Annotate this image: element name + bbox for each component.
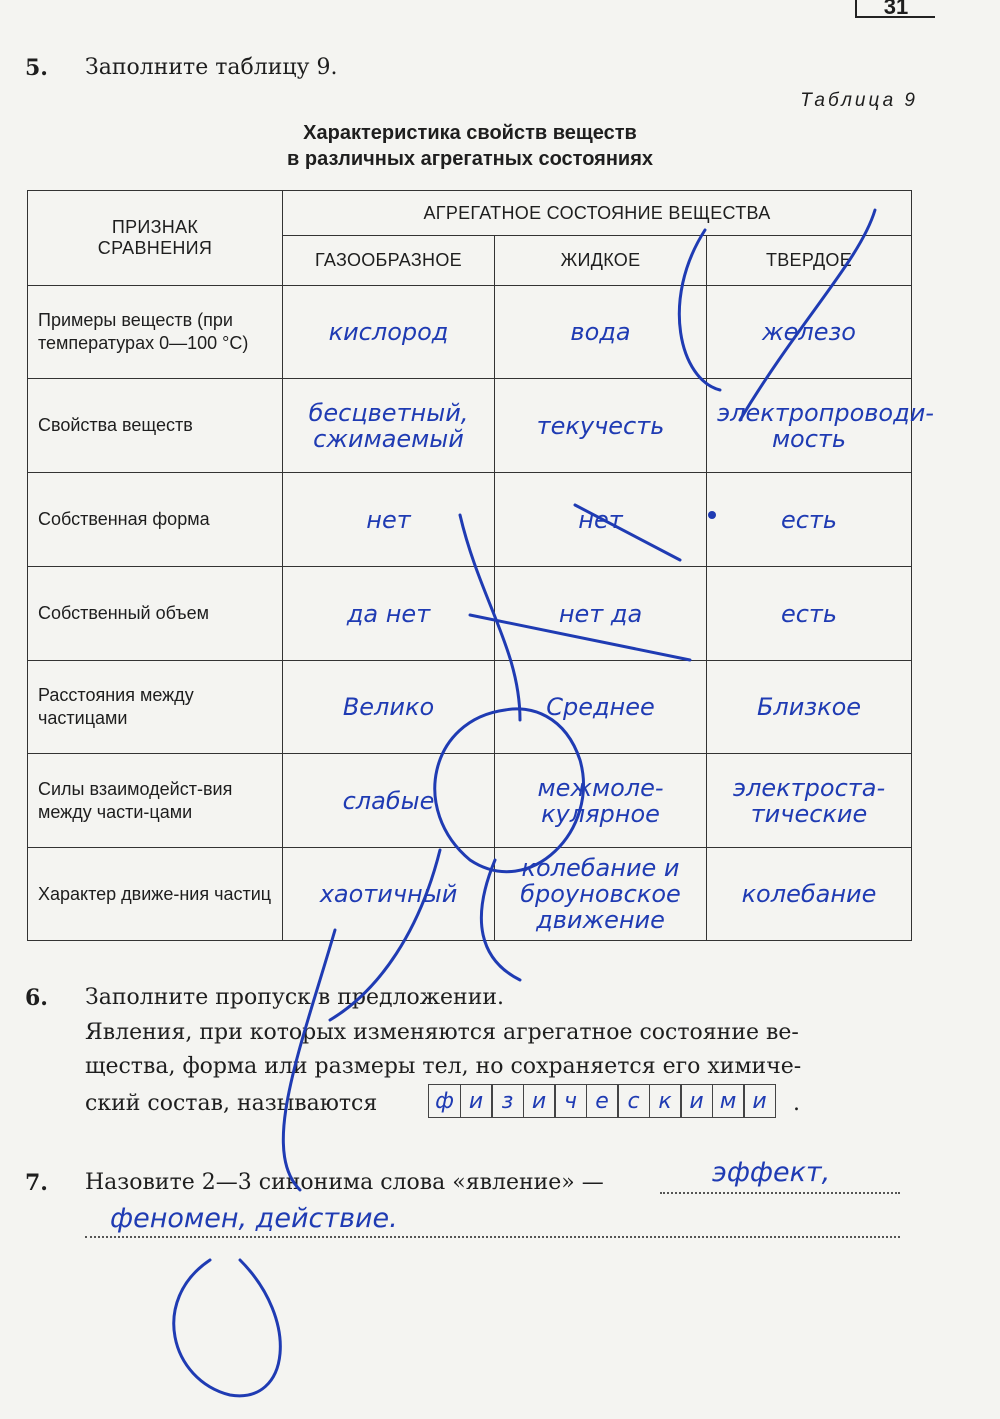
row-label: Характер движе-ния частиц: [28, 848, 283, 941]
table-row: [28, 286, 912, 379]
letter-box: и: [680, 1084, 713, 1118]
answer-gas: слабые: [283, 754, 495, 848]
table-title-line1: Характеристика свойств веществ: [303, 122, 637, 144]
answer-gas: кислород: [283, 286, 495, 379]
letter-box: м: [712, 1084, 745, 1118]
answer-solid: Близкое: [707, 661, 912, 754]
answer-solid: есть: [707, 473, 912, 567]
table-title-line2: в различных агрегатных состояниях: [287, 148, 653, 170]
letter-box: и: [523, 1084, 556, 1118]
table-title: [180, 120, 760, 172]
answer-letter-boxes: [428, 1084, 775, 1118]
letter-box: и: [743, 1084, 776, 1118]
answer-liquid: нет да: [495, 567, 707, 661]
scribble-stroke: [174, 1260, 281, 1396]
task6-period: .: [793, 1091, 800, 1116]
answer-gas: нет: [283, 473, 495, 567]
answer-solid: железо: [707, 286, 912, 379]
table-row: [28, 848, 912, 941]
letter-box: к: [649, 1084, 682, 1118]
row-label: Расстояния между частицами: [28, 661, 283, 754]
header-criterion: ПРИЗНАК СРАВНЕНИЯ: [28, 191, 283, 286]
answer-solid: электропроводи-мость: [707, 379, 912, 473]
properties-table: [27, 190, 934, 941]
answer-liquid: текучесть: [495, 379, 707, 473]
answer-solid: электроста-тические: [707, 754, 912, 848]
answer-gas: да нет: [283, 567, 495, 661]
row-label: Собственный объем: [28, 567, 283, 661]
answer-line-2: [85, 1236, 900, 1238]
header-liquid: ЖИДКОЕ: [495, 236, 707, 286]
task6-line2: щества, форма или размеры тел, но сохраняется его химиче-: [85, 1054, 802, 1079]
letter-box: ф: [428, 1084, 461, 1118]
letter-box: с: [617, 1084, 650, 1118]
answer-liquid: Среднее: [495, 661, 707, 754]
header-solid: ТВЕРДОЕ: [707, 236, 912, 286]
answer-solid: колебание: [707, 848, 912, 941]
table-row: [28, 567, 912, 661]
answer-liquid: колебание и броуновское движение: [495, 848, 707, 941]
answer-liquid: нет: [495, 473, 707, 567]
task7-answer-1: эффект,: [712, 1157, 831, 1188]
row-label: Примеры веществ (при температурах 0—100 °С): [28, 286, 283, 379]
table-row: [28, 379, 912, 473]
table-row: [28, 661, 912, 754]
task6-line3-prefix: ский состав, называются: [85, 1091, 378, 1116]
answer-solid: есть: [707, 567, 912, 661]
task7-text: Назовите 2—3 синонима слова «явление» —: [85, 1170, 604, 1195]
page-number: 31: [855, 0, 935, 18]
task7-number: 7.: [25, 1170, 48, 1196]
letter-box: з: [491, 1084, 524, 1118]
table-label: Таблица 9: [800, 90, 918, 111]
letter-box: е: [586, 1084, 619, 1118]
answer-gas: Велико: [283, 661, 495, 754]
table-row: [28, 754, 912, 848]
task7-answer-2: феномен, действие.: [110, 1203, 398, 1234]
row-label: Силы взаимодейст-вия между части-цами: [28, 754, 283, 848]
row-label: Собственная форма: [28, 473, 283, 567]
letter-box: ч: [554, 1084, 587, 1118]
task6-title: Заполните пропуск в предложении.: [85, 985, 505, 1010]
task5-text: Заполните таблицу 9.: [85, 55, 338, 80]
answer-gas: бесцветный, сжимаемый: [283, 379, 495, 473]
answer-gas: хаотичный: [283, 848, 495, 941]
task6-line1: Явления, при которых изменяются агрегатное состояние ве-: [85, 1020, 799, 1045]
answer-liquid: межмоле-кулярное: [495, 754, 707, 848]
task6-number: 6.: [25, 985, 48, 1011]
table-row: [28, 473, 912, 567]
header-state: АГРЕГАТНОЕ СОСТОЯНИЕ ВЕЩЕСТВА: [283, 191, 912, 236]
header-gas: ГАЗООБРАЗНОЕ: [283, 236, 495, 286]
answer-liquid: вода: [495, 286, 707, 379]
letter-box: и: [460, 1084, 493, 1118]
row-label: Свойства веществ: [28, 379, 283, 473]
task5-number: 5.: [25, 55, 48, 81]
answer-line-1: [660, 1192, 900, 1194]
